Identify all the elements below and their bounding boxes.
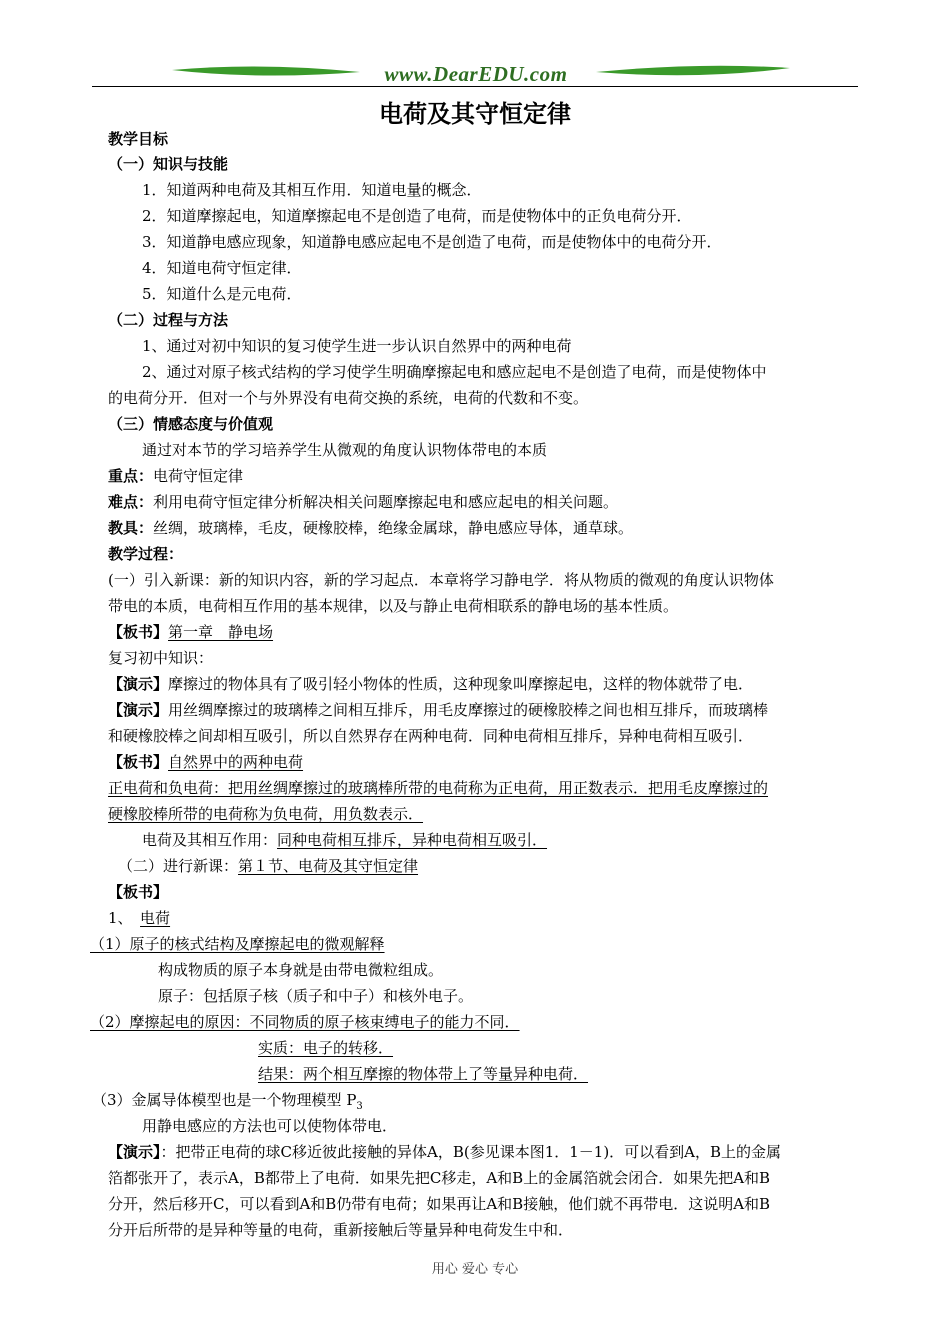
text-run: 通过对本节的学习培养学生从微观的角度认识物体带电的本质 [142, 441, 548, 459]
paragraph-line [158, 957, 443, 983]
paragraph-line [108, 1217, 573, 1243]
paragraph-line [258, 1035, 393, 1061]
underlined-text: 同种电荷相互排斥，异种电荷相互吸引． [277, 831, 548, 849]
list-item [142, 203, 692, 229]
difficulty [108, 489, 618, 515]
paragraph-line [158, 983, 473, 1009]
text-run: 摩擦过的物体具有了吸引轻小物体的性质，这种现象叫摩擦起电，这样的物体就带了电． [168, 675, 754, 693]
text-run: 丝绸，玻璃棒，毛皮，硬橡胶棒，绝缘金属球，静电感应导体，通草球。 [153, 519, 634, 537]
section-heading [108, 126, 168, 152]
underlined-text: 第１节、电荷及其守恒定律 [238, 857, 419, 875]
paragraph-line [108, 645, 213, 671]
text-run: 1、通过对初中知识的复习使学生进一步认识自然界中的两种电荷 [142, 337, 572, 355]
section-heading [108, 151, 228, 177]
paragraph-line [142, 437, 547, 463]
text-run: 5．知道什么是元电荷． [142, 285, 302, 303]
bold-label: 重点： [108, 467, 154, 485]
bold-label: 【演示】 [108, 1143, 161, 1161]
paragraph-line [108, 567, 774, 593]
list-item [142, 177, 482, 203]
bold-label: 【演示】 [108, 675, 169, 693]
section-heading [108, 541, 183, 567]
underlined-text: 第一章 静电场 [168, 623, 274, 641]
text-run: 利用电荷守恒定律分析解决相关问题摩擦起电和感应起电的相关问题。 [153, 493, 619, 511]
underlined-text: 实质：电子的转移． [258, 1039, 394, 1057]
demo-note [108, 697, 768, 723]
underlined-text: （1）原子的核式结构及摩擦起电的微观解释 [90, 935, 385, 953]
text-run: 用丝绸摩擦过的玻璃棒之间相互排斥，用毛皮摩擦过的硬橡胶棒之间也相互排斥，而玻璃棒 [168, 701, 769, 719]
board-note [108, 879, 168, 905]
text-run: 的电荷分开．但对一个与外界没有电荷交换的系统，电荷的代数和不变。 [108, 389, 589, 407]
underlined-text: 正电荷和负电荷：把用丝绸摩擦过的玻璃棒所带的电荷称为正电荷，用正数表示．把用毛皮摩擦过的 [108, 779, 769, 797]
paragraph-line [142, 359, 767, 385]
paragraph-line [142, 333, 572, 359]
paragraph-line [108, 593, 678, 619]
subsection-heading [90, 931, 385, 957]
text-run: 构成物质的原子本身就是由带电微粒组成。 [158, 961, 444, 979]
text-run: 2．知道摩擦起电，知道摩擦起电不是创造了电荷，而是使物体中的正负电荷分开． [142, 207, 692, 225]
key-point [108, 463, 243, 489]
bold-label: 【板书】 [108, 753, 169, 771]
bold-label: 教学目标 [108, 130, 169, 148]
text-run: （3）金属导体模型也是一个物理模型 P [92, 1091, 357, 1109]
text-run: 原子：包括原子核（质子和中子）和核外电子。 [158, 987, 474, 1005]
text-run: （二）进行新课： [118, 857, 239, 875]
text-run: 用静电感应的方法也可以使物体带电． [142, 1117, 398, 1135]
subsection-heading [108, 905, 170, 931]
bold-label: 教具： [108, 519, 154, 537]
text-run: 3 [356, 1101, 363, 1112]
text-run: 箔都张开了，表示A，B都带上了电荷．如果先把C移走，A和B上的金属箔就会闭合．如果先把A和B [108, 1169, 771, 1187]
text-run: 和硬橡胶棒之间却相互吸引，所以自然界存在两种电荷．同种电荷相互排斥，异种电荷相互吸引． [108, 727, 754, 745]
text-run: 电荷守恒定律 [153, 467, 244, 485]
paragraph-line [108, 723, 753, 749]
paragraph-line [258, 1061, 588, 1087]
section-heading [108, 411, 273, 437]
text-run: 1．知道两种电荷及其相互作用．知道电量的概念． [142, 181, 482, 199]
list-item [142, 255, 302, 281]
bold-label: 【板书】 [108, 883, 169, 901]
underlined-text: （2）摩擦起电的原因：不同物质的原子核束缚电子的能力不同． [90, 1013, 520, 1031]
text-run: (一）引入新课：新的知识内容，新的学习起点．本章将学习静电学．将从物质的微观的角度认识物体 [108, 571, 774, 589]
text-run: 4．知道电荷守恒定律． [142, 259, 302, 277]
page-header [0, 0, 950, 92]
bold-label: 【板书】 [108, 623, 169, 641]
bold-label: （一）知识与技能 [108, 155, 229, 173]
list-item [142, 281, 302, 307]
text-run: 带电的本质，电荷相互作用的基本规律，以及与静止电荷相联系的静电场的基本性质。 [108, 597, 679, 615]
underlined-text: 结果：两个相互摩擦的物体带上了等量异种电荷． [258, 1065, 589, 1083]
bold-label: （二）过程与方法 [108, 311, 229, 329]
page-footer: 用心 爱心 专心 [431, 1262, 519, 1277]
demo-note [108, 671, 753, 697]
text-run: 3．知道静电感应现象，知道静电感应起电不是创造了电荷，而是使物体中的电荷分开． [142, 233, 722, 251]
text-run: 1、 [108, 909, 141, 927]
site-logo[interactable]: www.DearEDU.com [384, 62, 568, 86]
bold-label: （三）情感态度与价值观 [108, 415, 274, 433]
section-heading [108, 307, 228, 333]
paragraph-line [142, 1113, 397, 1139]
list-item [142, 229, 722, 255]
text-run: 复习初中知识： [108, 649, 214, 667]
paragraph-line [108, 775, 768, 801]
text-run: 分开后所带的是异种等量的电荷，重新接触后等量异种电荷发生中和． [108, 1221, 574, 1239]
header-divider [92, 86, 858, 87]
demo-note [108, 1139, 781, 1165]
teaching-tools [108, 515, 633, 541]
paragraph-line [118, 853, 418, 879]
underlined-text: 硬橡胶棒所带的电荷称为负电荷，用负数表示． [108, 805, 424, 823]
text-run: 电荷及其相互作用： [142, 831, 278, 849]
underlined-text: 自然界中的两种电荷 [168, 753, 304, 771]
underlined-text: 电荷 [140, 909, 171, 927]
bold-label: 难点： [108, 493, 154, 511]
board-note [108, 619, 273, 645]
bold-label: 【演示】 [108, 701, 169, 719]
subsection-heading [90, 1009, 520, 1035]
paragraph-line [108, 801, 423, 827]
paragraph-line [108, 1191, 770, 1217]
text-run: 分开，然后移开C，可以看到A和B仍带有电荷；如果再让A和B接触，他们就不再带电．这说明A和B [108, 1195, 771, 1213]
paragraph-line [108, 1165, 770, 1191]
document-title: 电荷及其守恒定律 [379, 100, 571, 128]
paragraph-line [142, 827, 547, 853]
text-run: 2、通过对原子核式结构的学习使学生明确摩擦起电和感应起电不是创造了电荷，而是使物体中 [142, 363, 767, 381]
board-note [108, 749, 303, 775]
text-run: ：把带正电荷的球C移近彼此接触的异体A，B(参见课本图1．1－1)．可以看到A，B上的金属 [160, 1143, 782, 1161]
bold-label: 教学过程： [108, 545, 184, 563]
paragraph-line [108, 385, 588, 411]
